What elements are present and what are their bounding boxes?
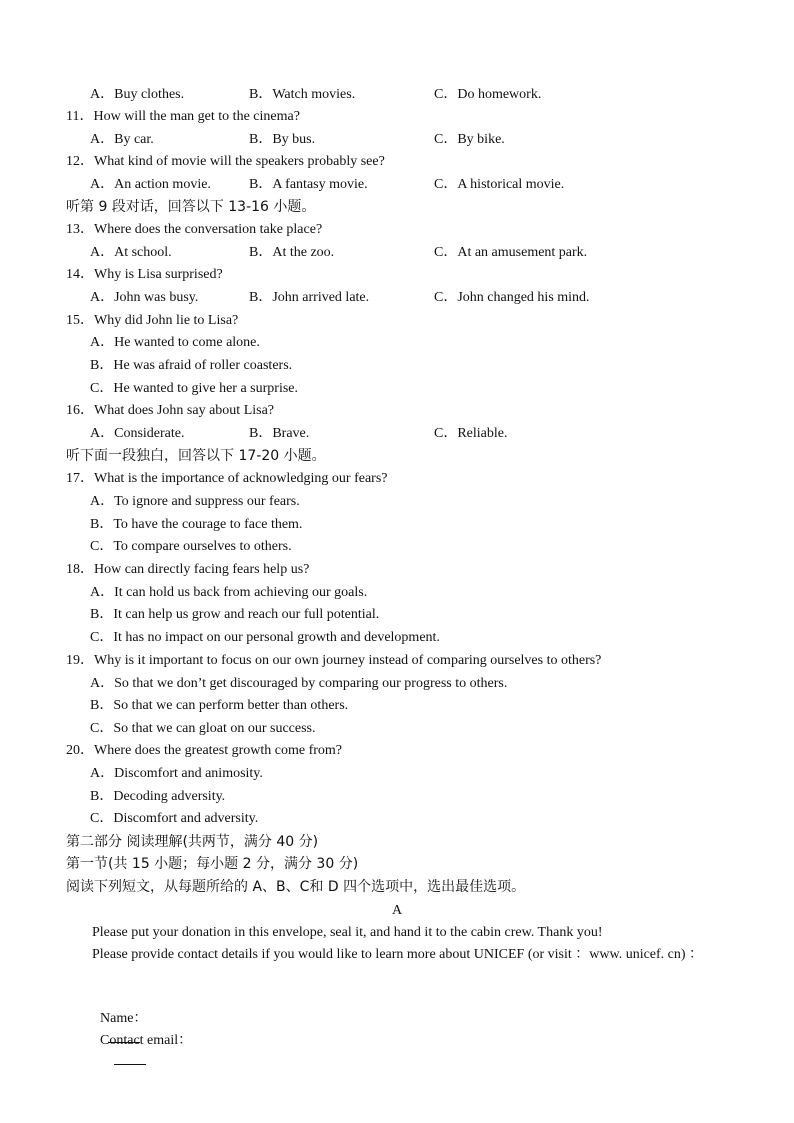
q20-option-a: A．Discomfort and animosity. [90, 766, 263, 781]
q17-option-a: A．To ignore and suppress our fears. [90, 494, 300, 509]
section-1-title: 第一节(共 15 小题；每小题 2 分，满分 30 分) [66, 856, 359, 872]
q14-stem: 14．Why is Lisa surprised? [66, 267, 223, 282]
q14-option-b: B．John arrived late. [249, 290, 370, 305]
passage-paragraph-2: Please provide contact details if you would like to learn more about UNICEF (or visit ：www. unicef. cn) ： [92, 947, 704, 962]
name-label: Name： [100, 1011, 148, 1026]
q13-option-c: C．At an amusement park. [434, 245, 588, 260]
q19-option-a: A．So that we don’t get discouraged by comparing our progress to others. [90, 676, 508, 691]
q19-stem: 19．Why is it important to focus on our own journey instead of comparing ourselves to others? [66, 653, 602, 668]
q15-option-a: A．He wanted to come alone. [90, 335, 260, 350]
q12-option-c: C．A historical movie. [434, 177, 565, 192]
q13-option-b: B．At the zoo. [249, 245, 335, 260]
q11-option-b: B．By bus. [249, 132, 316, 147]
monologue-heading: 听下面一段独白，回答以下 17-20 小题。 [66, 448, 326, 464]
q10-option-c: C．Do homework. [434, 87, 542, 102]
q12-stem: 12．What kind of movie will the speakers probably see? [66, 154, 385, 169]
q19-option-c: C．So that we can gloat on our success. [90, 721, 316, 736]
q17-stem: 17．What is the importance of acknowledging our fears? [66, 471, 388, 486]
q14-option-c: C．John changed his mind. [434, 290, 590, 305]
q12-option-b: B．A fantasy movie. [249, 177, 368, 192]
q19-option-b: B．So that we can perform better than others. [90, 698, 349, 713]
q11-stem: 11．How will the man get to the cinema? [66, 109, 300, 124]
q10-option-a: A．Buy clothes. [90, 87, 185, 102]
q12-option-a: A．An action movie. [90, 177, 211, 192]
q17-option-b: B．To have the courage to face them. [90, 517, 303, 532]
email-label: Contact email： [100, 1033, 193, 1048]
q16-option-b: B．Brave. [249, 426, 310, 441]
part-2-title: 第二部分 阅读理解(共两节，满分 40 分) [66, 834, 319, 850]
q16-option-c: C．Reliable. [434, 426, 508, 441]
q14-option-a: A．John was busy. [90, 290, 199, 305]
reading-instructions: 阅读下列短文，从每题所给的 A、B、C和 D 四个选项中，选出最佳选项。 [66, 879, 526, 895]
q17-option-c: C．To compare ourselves to others. [90, 539, 292, 554]
q10-option-b: B．Watch movies. [249, 87, 356, 102]
q13-stem: 13．Where does the conversation take place? [66, 222, 323, 237]
q20-stem: 20．Where does the greatest growth come from? [66, 743, 343, 758]
passage-paragraph-1: Please put your donation in this envelope, seal it, and hand it to the cabin crew. Thank you! [92, 925, 603, 940]
q18-option-c: C．It has no impact on our personal growth and development. [90, 630, 440, 645]
q16-stem: 16．What does John say about Lisa? [66, 403, 275, 418]
q16-option-a: A．Considerate. [90, 426, 185, 441]
q11-option-c: C．By bike. [434, 132, 505, 147]
email-blank [114, 1050, 146, 1065]
q15-option-c: C．He wanted to give her a surprise. [90, 381, 298, 396]
q18-option-b: B．It can help us grow and reach our full potential. [90, 607, 380, 622]
q15-option-b: B．He was afraid of roller coasters. [90, 358, 293, 373]
q11-option-a: A．By car. [90, 132, 154, 147]
q18-stem: 18．How can directly facing fears help us? [66, 562, 310, 577]
q15-stem: 15．Why did John lie to Lisa? [66, 313, 239, 328]
email-field-row [93, 1014, 192, 1071]
section-9-heading: 听第 9 段对话，回答以下 13-16 小题。 [66, 199, 316, 215]
q13-option-a: A．At school. [90, 245, 172, 260]
q20-option-b: B．Decoding adversity. [90, 789, 226, 804]
q20-option-c: C．Discomfort and adversity. [90, 811, 259, 826]
q18-option-a: A．It can hold us back from achieving our goals. [90, 585, 368, 600]
passage-label: A [391, 903, 403, 918]
